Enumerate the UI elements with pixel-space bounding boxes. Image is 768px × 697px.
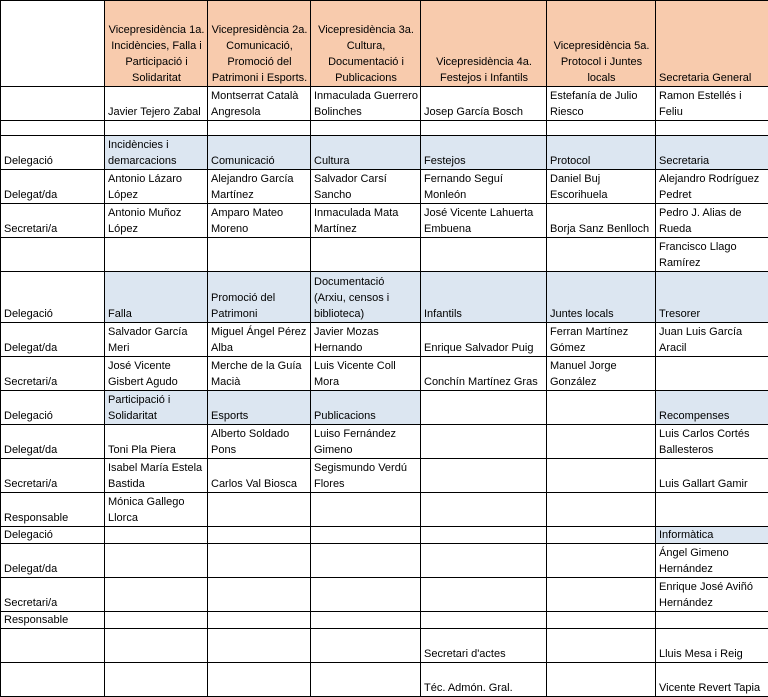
table-cell	[547, 238, 656, 272]
table-cell	[311, 527, 421, 544]
table-cell: Alejandro García Martínez	[208, 170, 311, 204]
table-cell	[208, 527, 311, 544]
table-row	[1, 136, 768, 170]
table-cell: Estefanía de Julio Riesco	[547, 87, 656, 121]
table-cell: Delegat/da	[1, 323, 105, 357]
table-cell: Luis Gallart Gamir	[656, 459, 768, 493]
table-cell	[547, 544, 656, 578]
table-cell	[208, 612, 311, 629]
table-row	[1, 357, 768, 391]
table-cell: Enrique José Aviñó Hernández	[656, 578, 768, 612]
table-cell	[311, 612, 421, 629]
header-row	[1, 1, 768, 87]
table-cell: Ferran Martínez Gómez	[547, 323, 656, 357]
table-cell: Secretari d'actes	[421, 629, 547, 663]
table-row	[1, 170, 768, 204]
table-cell: Juntes locals	[547, 272, 656, 323]
table-cell: Daniel Buj Escorihuela	[547, 170, 656, 204]
table-row	[1, 272, 768, 323]
table-cell: Delegat/da	[1, 170, 105, 204]
table-cell	[656, 493, 768, 527]
table-cell: Promoció del Patrimoni	[208, 272, 311, 323]
table-cell: Secretari/a	[1, 459, 105, 493]
table-row	[1, 425, 768, 459]
table-cell	[105, 578, 208, 612]
table-cell: Toni Pla Piera	[105, 425, 208, 459]
table-cell	[1, 238, 105, 272]
table-cell	[547, 121, 656, 136]
table-cell: Infantils	[421, 272, 547, 323]
table-cell: Téc. Admón. Gral.	[421, 663, 547, 697]
table-row	[1, 323, 768, 357]
table-row	[1, 493, 768, 527]
table-cell: Falla	[105, 272, 208, 323]
table-cell: José Vicente Lahuerta Embuena	[421, 204, 547, 238]
table-cell	[421, 391, 547, 425]
table-cell: Secretari/a	[1, 204, 105, 238]
table-cell	[547, 425, 656, 459]
table-cell	[547, 527, 656, 544]
table-cell	[311, 578, 421, 612]
table-row	[1, 121, 768, 136]
table-cell	[105, 121, 208, 136]
table-cell: José Vicente Gisbert Agudo	[105, 357, 208, 391]
table-cell: Secretari/a	[1, 357, 105, 391]
table-cell: Ángel Gimeno Hernández	[656, 544, 768, 578]
table-cell: Javier Mozas Hernando	[311, 323, 421, 357]
table-cell: Responsable	[1, 493, 105, 527]
table-cell: Delegació	[1, 136, 105, 170]
table-cell	[547, 663, 656, 697]
table-cell: Carlos Val Biosca	[208, 459, 311, 493]
table-cell	[1, 663, 105, 697]
header-vp3: Vicepresidència 3a. Cultura, Documentació i Publicacions	[311, 1, 421, 87]
table-cell	[208, 544, 311, 578]
table-cell: Josep García Bosch	[421, 87, 547, 121]
table-cell	[311, 663, 421, 697]
table-cell: Montserrat Català Angresola	[208, 87, 311, 121]
table-cell: Esports	[208, 391, 311, 425]
header-vp5: Vicepresidència 5a. Protocol i Juntes locals	[547, 1, 656, 87]
table-cell	[208, 121, 311, 136]
table-cell: Salvador Carsí Sancho	[311, 170, 421, 204]
table-cell: Alberto Soldado Pons	[208, 425, 311, 459]
table-row	[1, 238, 768, 272]
table-cell	[208, 238, 311, 272]
table-cell	[547, 612, 656, 629]
table-cell: Miguel Ángel Pérez Alba	[208, 323, 311, 357]
table-cell: Juan Luis García Aracil	[656, 323, 768, 357]
header-vp2: Vicepresidència 2a. Comunicació, Promoció del Patrimoni i Esports.	[208, 1, 311, 87]
table-cell: Festejos	[421, 136, 547, 170]
table-cell: Ramon Estellés i Feliu	[656, 87, 768, 121]
table-cell: Borja Sanz Benlloch	[547, 204, 656, 238]
table-row	[1, 544, 768, 578]
table-cell	[311, 493, 421, 527]
table-cell	[547, 578, 656, 612]
table-row	[1, 87, 768, 121]
table-cell	[547, 391, 656, 425]
table-cell: Antonio Lázaro López	[105, 170, 208, 204]
table-cell	[1, 87, 105, 121]
table-cell: Pedro J. Alias de Rueda	[656, 204, 768, 238]
table-cell: Antonio Muñoz López	[105, 204, 208, 238]
table-cell	[105, 663, 208, 697]
table-cell: Delegat/da	[1, 544, 105, 578]
table-cell: Responsable	[1, 612, 105, 629]
table-cell	[208, 629, 311, 663]
table-cell: Manuel Jorge González	[547, 357, 656, 391]
table-cell: Merche de la Guía Macià	[208, 357, 311, 391]
table-cell	[105, 612, 208, 629]
table-cell: Publicacions	[311, 391, 421, 425]
table-cell: Incidències i demarcacions	[105, 136, 208, 170]
table-cell	[421, 612, 547, 629]
table-cell: Secretaria	[656, 136, 768, 170]
table-cell	[105, 527, 208, 544]
table-cell	[421, 578, 547, 612]
table-cell	[421, 493, 547, 527]
table-cell: Enrique Salvador Puig	[421, 323, 547, 357]
table-cell: Delegació	[1, 391, 105, 425]
table-cell: Cultura	[311, 136, 421, 170]
table-cell	[1, 121, 105, 136]
table-cell	[421, 527, 547, 544]
table-cell	[547, 493, 656, 527]
table-cell: Fernando Seguí Monleón	[421, 170, 547, 204]
table-cell	[547, 629, 656, 663]
table-cell: Javier Tejero Zabal	[105, 87, 208, 121]
table-cell	[105, 238, 208, 272]
header-secretaria: Secretaria General	[656, 1, 768, 87]
table-cell: Inmaculada Guerrero Bolinches	[311, 87, 421, 121]
table-cell: Conchín Martínez Gras	[421, 357, 547, 391]
table-cell: Francisco Llago Ramírez	[656, 238, 768, 272]
table-cell: Documentació (Arxiu, censos i biblioteca)	[311, 272, 421, 323]
table-cell: Mónica Gallego Llorca	[105, 493, 208, 527]
table-row	[1, 663, 768, 697]
table-cell	[656, 121, 768, 136]
table-cell: Tresorer	[656, 272, 768, 323]
table-row	[1, 527, 768, 544]
table-cell	[421, 238, 547, 272]
table-cell	[421, 459, 547, 493]
table-cell: Amparo Mateo Moreno	[208, 204, 311, 238]
table-cell: Recompenses	[656, 391, 768, 425]
table-cell	[208, 493, 311, 527]
table-cell	[656, 612, 768, 629]
table-cell: Participació i Solidaritat	[105, 391, 208, 425]
table-cell	[421, 121, 547, 136]
table-cell	[656, 357, 768, 391]
header-cell-blank	[1, 1, 105, 87]
table-row	[1, 459, 768, 493]
header-vp4: Vicepresidència 4a. Festejos i Infantils	[421, 1, 547, 87]
table-cell	[311, 544, 421, 578]
table-cell	[1, 629, 105, 663]
table-cell	[421, 544, 547, 578]
table-cell: Comunicació	[208, 136, 311, 170]
table-cell: Luis Vicente Coll Mora	[311, 357, 421, 391]
table-cell	[208, 663, 311, 697]
table-cell: Secretari/a	[1, 578, 105, 612]
table-cell: Protocol	[547, 136, 656, 170]
table-cell: Delegació	[1, 272, 105, 323]
table-cell: Alejandro Rodríguez Pedret	[656, 170, 768, 204]
table-cell	[421, 425, 547, 459]
table-row	[1, 204, 768, 238]
table-row	[1, 612, 768, 629]
table-cell: Luiso Fernández Gimeno	[311, 425, 421, 459]
header-vp1: Vicepresidència 1a. Incidències, Falla i Participació i Solidaritat	[105, 1, 208, 87]
table-row	[1, 629, 768, 663]
table-cell: Segismundo Verdú Flores	[311, 459, 421, 493]
table-cell	[208, 578, 311, 612]
table-row	[1, 391, 768, 425]
table-cell: Delegat/da	[1, 425, 105, 459]
table-row	[1, 578, 768, 612]
table-cell: Salvador García Meri	[105, 323, 208, 357]
table-cell	[311, 238, 421, 272]
table-cell: Inmaculada Mata Martínez	[311, 204, 421, 238]
table-cell	[547, 459, 656, 493]
table-cell: Vicente Revert Tapia	[656, 663, 768, 697]
table-cell: Luis Carlos Cortés Ballesteros	[656, 425, 768, 459]
table-cell: Delegació	[1, 527, 105, 544]
table-cell	[105, 629, 208, 663]
table-cell: Informàtica	[656, 527, 768, 544]
table-cell	[311, 629, 421, 663]
table-cell	[105, 544, 208, 578]
table-cell: Isabel María Estela Bastida	[105, 459, 208, 493]
table-cell	[311, 121, 421, 136]
table-cell: Lluis Mesa i Reig	[656, 629, 768, 663]
